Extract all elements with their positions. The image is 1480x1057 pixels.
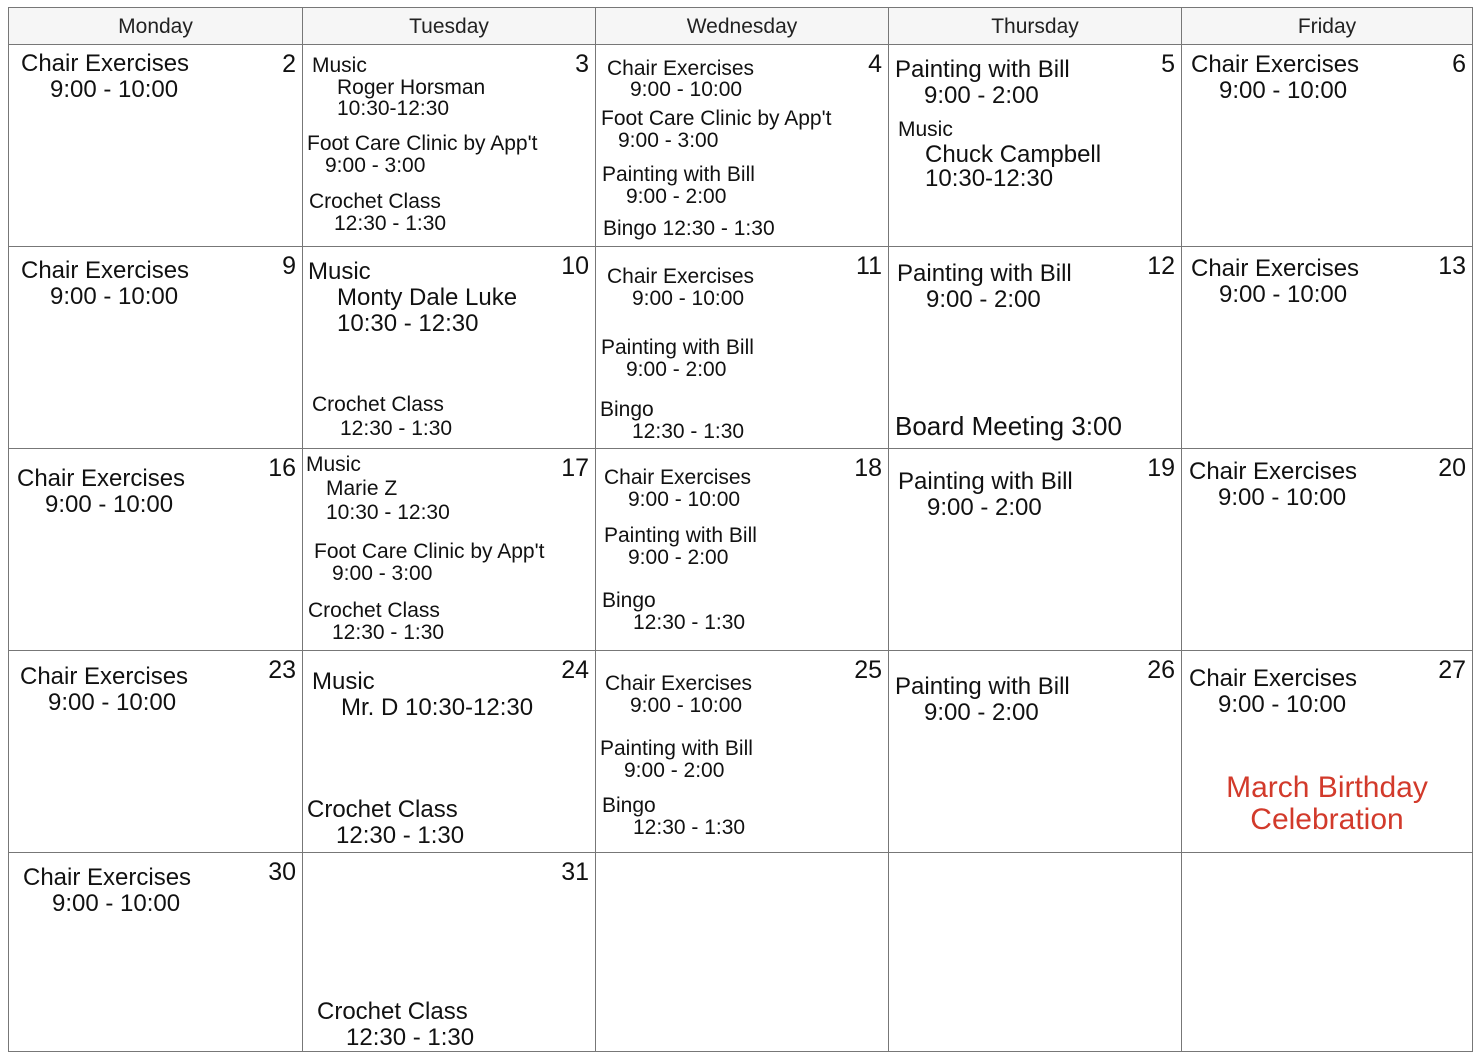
day-cell[interactable] [1182, 651, 1472, 853]
day-number: 6 [1452, 50, 1466, 78]
event-title: Chair Exercises [607, 265, 755, 288]
event-title: Crochet Class [307, 796, 458, 823]
event-title: Painting with Bill [602, 163, 755, 186]
day-cell[interactable] [303, 651, 596, 853]
day-number: 25 [854, 656, 882, 684]
event-time: 12:30 - 1:30 [334, 212, 447, 235]
event-title: Chair Exercises [607, 57, 755, 80]
empty-day-cell [1182, 853, 1472, 1051]
event-title: Chair Exercises [23, 864, 192, 891]
header-monday: Monday [9, 8, 303, 45]
day-number: 27 [1438, 656, 1466, 684]
day-cell[interactable] [1182, 45, 1472, 247]
event-title: Painting with Bill [897, 260, 1072, 287]
event-time: 9:00 - 10:00 [632, 287, 745, 310]
day-number: 13 [1438, 252, 1466, 280]
event-title: Crochet Class [309, 190, 441, 213]
event-title: Chair Exercises [604, 466, 752, 489]
event-title: Chair Exercises [21, 257, 190, 284]
day-cell[interactable] [303, 247, 596, 449]
day-number: 24 [561, 656, 589, 684]
event-time: 12:30 - 1:30 [633, 816, 746, 839]
event-title: Crochet Class [317, 998, 468, 1025]
event-time: 9:00 - 10:00 [45, 491, 174, 518]
event-performer: Mr. D 10:30-12:30 [341, 694, 534, 721]
event-title: Painting with Bill [604, 524, 757, 547]
birthday-celebration-line1: March Birthday [1226, 771, 1428, 804]
day-cell[interactable] [1182, 449, 1472, 651]
event-time: 10:30-12:30 [925, 165, 1054, 192]
event-time: 9:00 - 2:00 [924, 82, 1039, 109]
event-title: Bingo [600, 398, 654, 421]
event-title: Chair Exercises [1189, 458, 1358, 485]
day-cell[interactable] [9, 651, 303, 853]
event-time: 9:00 - 10:00 [52, 890, 181, 917]
day-cell[interactable] [889, 651, 1182, 853]
event-time: 12:30 - 1:30 [633, 611, 746, 634]
birthday-celebration-line2: Celebration [1250, 803, 1404, 836]
event-title: Bingo [602, 589, 656, 612]
event-title: Board Meeting 3:00 [895, 411, 1122, 441]
day-number: 30 [268, 858, 296, 886]
day-cell[interactable] [889, 247, 1182, 449]
event-title: Chair Exercises [17, 465, 186, 492]
event-title: Chair Exercises [605, 672, 753, 695]
event-performer: Monty Dale Luke [337, 284, 518, 311]
event-time: 9:00 - 2:00 [628, 546, 729, 569]
event-time: 9:00 - 10:00 [630, 78, 743, 101]
header-tuesday: Tuesday [303, 8, 596, 45]
day-cell[interactable] [596, 449, 889, 651]
event-title: Chair Exercises [20, 663, 189, 690]
day-cell[interactable] [9, 247, 303, 449]
day-cell[interactable] [303, 45, 596, 247]
day-cell[interactable] [596, 247, 889, 449]
day-cell[interactable] [9, 45, 303, 247]
event-time: 10:30-12:30 [337, 97, 450, 120]
event-time: 9:00 - 3:00 [332, 562, 433, 585]
event-title: Music [312, 54, 367, 77]
event-title: Music [312, 668, 375, 695]
event-time: 9:00 - 10:00 [628, 488, 741, 511]
event-title: Painting with Bill [895, 673, 1070, 700]
event-title: Crochet Class [308, 599, 440, 622]
event-time: 9:00 - 3:00 [325, 154, 426, 177]
day-number: 11 [856, 252, 882, 280]
event-title: Music [306, 453, 361, 476]
day-cell[interactable] [303, 449, 596, 651]
event-performer: Roger Horsman [337, 76, 486, 99]
event-title: Crochet Class [312, 393, 444, 416]
day-cell[interactable] [303, 853, 596, 1051]
event-time: 9:00 - 10:00 [50, 76, 179, 103]
event-title: Painting with Bill [895, 56, 1070, 83]
event-time: 9:00 - 2:00 [626, 185, 727, 208]
event-time: 12:30 - 1:30 [332, 621, 445, 644]
event-time: 9:00 - 10:00 [50, 283, 179, 310]
event-time: 12:30 - 1:30 [340, 417, 453, 440]
empty-day-cell [596, 853, 889, 1051]
header-wednesday: Wednesday [596, 8, 889, 45]
day-cell[interactable] [9, 449, 303, 651]
day-cell[interactable] [889, 449, 1182, 651]
event-title: Painting with Bill [600, 737, 753, 760]
event-time: 9:00 - 10:00 [1219, 77, 1348, 104]
day-number: 31 [561, 858, 589, 886]
day-number: 2 [282, 50, 296, 78]
event-time: 9:00 - 2:00 [624, 759, 725, 782]
day-cell[interactable] [596, 45, 889, 247]
day-number: 12 [1147, 252, 1175, 280]
event-title: Painting with Bill [601, 336, 754, 359]
day-cell[interactable] [1182, 247, 1472, 449]
event-title: Foot Care Clinic by App't [307, 132, 538, 155]
event-time: 9:00 - 10:00 [630, 694, 743, 717]
event-title: Chair Exercises [21, 50, 190, 77]
day-number: 10 [561, 252, 589, 280]
event-title: Chair Exercises [1191, 255, 1360, 282]
day-cell[interactable] [9, 853, 303, 1051]
day-number: 16 [268, 454, 296, 482]
event-title: Chair Exercises [1189, 665, 1358, 692]
event-title: Music [308, 258, 371, 285]
event-title: Chair Exercises [1191, 51, 1360, 78]
event-time: 9:00 - 10:00 [1219, 281, 1348, 308]
event-time: 9:00 - 3:00 [618, 129, 719, 152]
event-time: 9:00 - 2:00 [927, 494, 1042, 521]
event-title: Painting with Bill [898, 468, 1073, 495]
event-time: 12:30 - 1:30 [346, 1024, 475, 1051]
event-time: 9:00 - 2:00 [626, 358, 727, 381]
event-time: 10:30 - 12:30 [326, 501, 450, 524]
event-title: Foot Care Clinic by App't [601, 107, 832, 130]
day-number: 23 [268, 656, 296, 684]
event-performer: Marie Z [326, 477, 398, 500]
day-number: 18 [854, 454, 882, 482]
day-number: 4 [868, 50, 882, 78]
day-number: 5 [1161, 50, 1175, 78]
event-title: Music [898, 118, 953, 141]
event-time: 9:00 - 2:00 [924, 699, 1039, 726]
header-friday: Friday [1182, 8, 1472, 45]
event-time: 9:00 - 10:00 [1218, 691, 1347, 718]
header-thursday: Thursday [889, 8, 1182, 45]
day-number: 3 [575, 50, 589, 78]
event-title: Bingo 12:30 - 1:30 [603, 217, 775, 240]
empty-day-cell [889, 853, 1182, 1051]
day-number: 26 [1147, 656, 1175, 684]
event-time: 10:30 - 12:30 [337, 310, 479, 337]
event-time: 12:30 - 1:30 [632, 420, 745, 443]
event-performer: Chuck Campbell [925, 141, 1102, 168]
event-time: 9:00 - 10:00 [1218, 484, 1347, 511]
day-cell[interactable] [889, 45, 1182, 247]
event-time: 9:00 - 10:00 [48, 689, 177, 716]
event-time: 12:30 - 1:30 [336, 822, 465, 849]
day-cell[interactable] [596, 651, 889, 853]
day-number: 19 [1147, 454, 1175, 482]
calendar-grid [8, 7, 1473, 1052]
day-number: 17 [561, 454, 589, 482]
event-time: 9:00 - 2:00 [926, 286, 1041, 313]
day-number: 20 [1438, 454, 1466, 482]
event-title: Foot Care Clinic by App't [314, 540, 545, 563]
day-number: 9 [282, 252, 296, 280]
event-title: Bingo [602, 794, 656, 817]
